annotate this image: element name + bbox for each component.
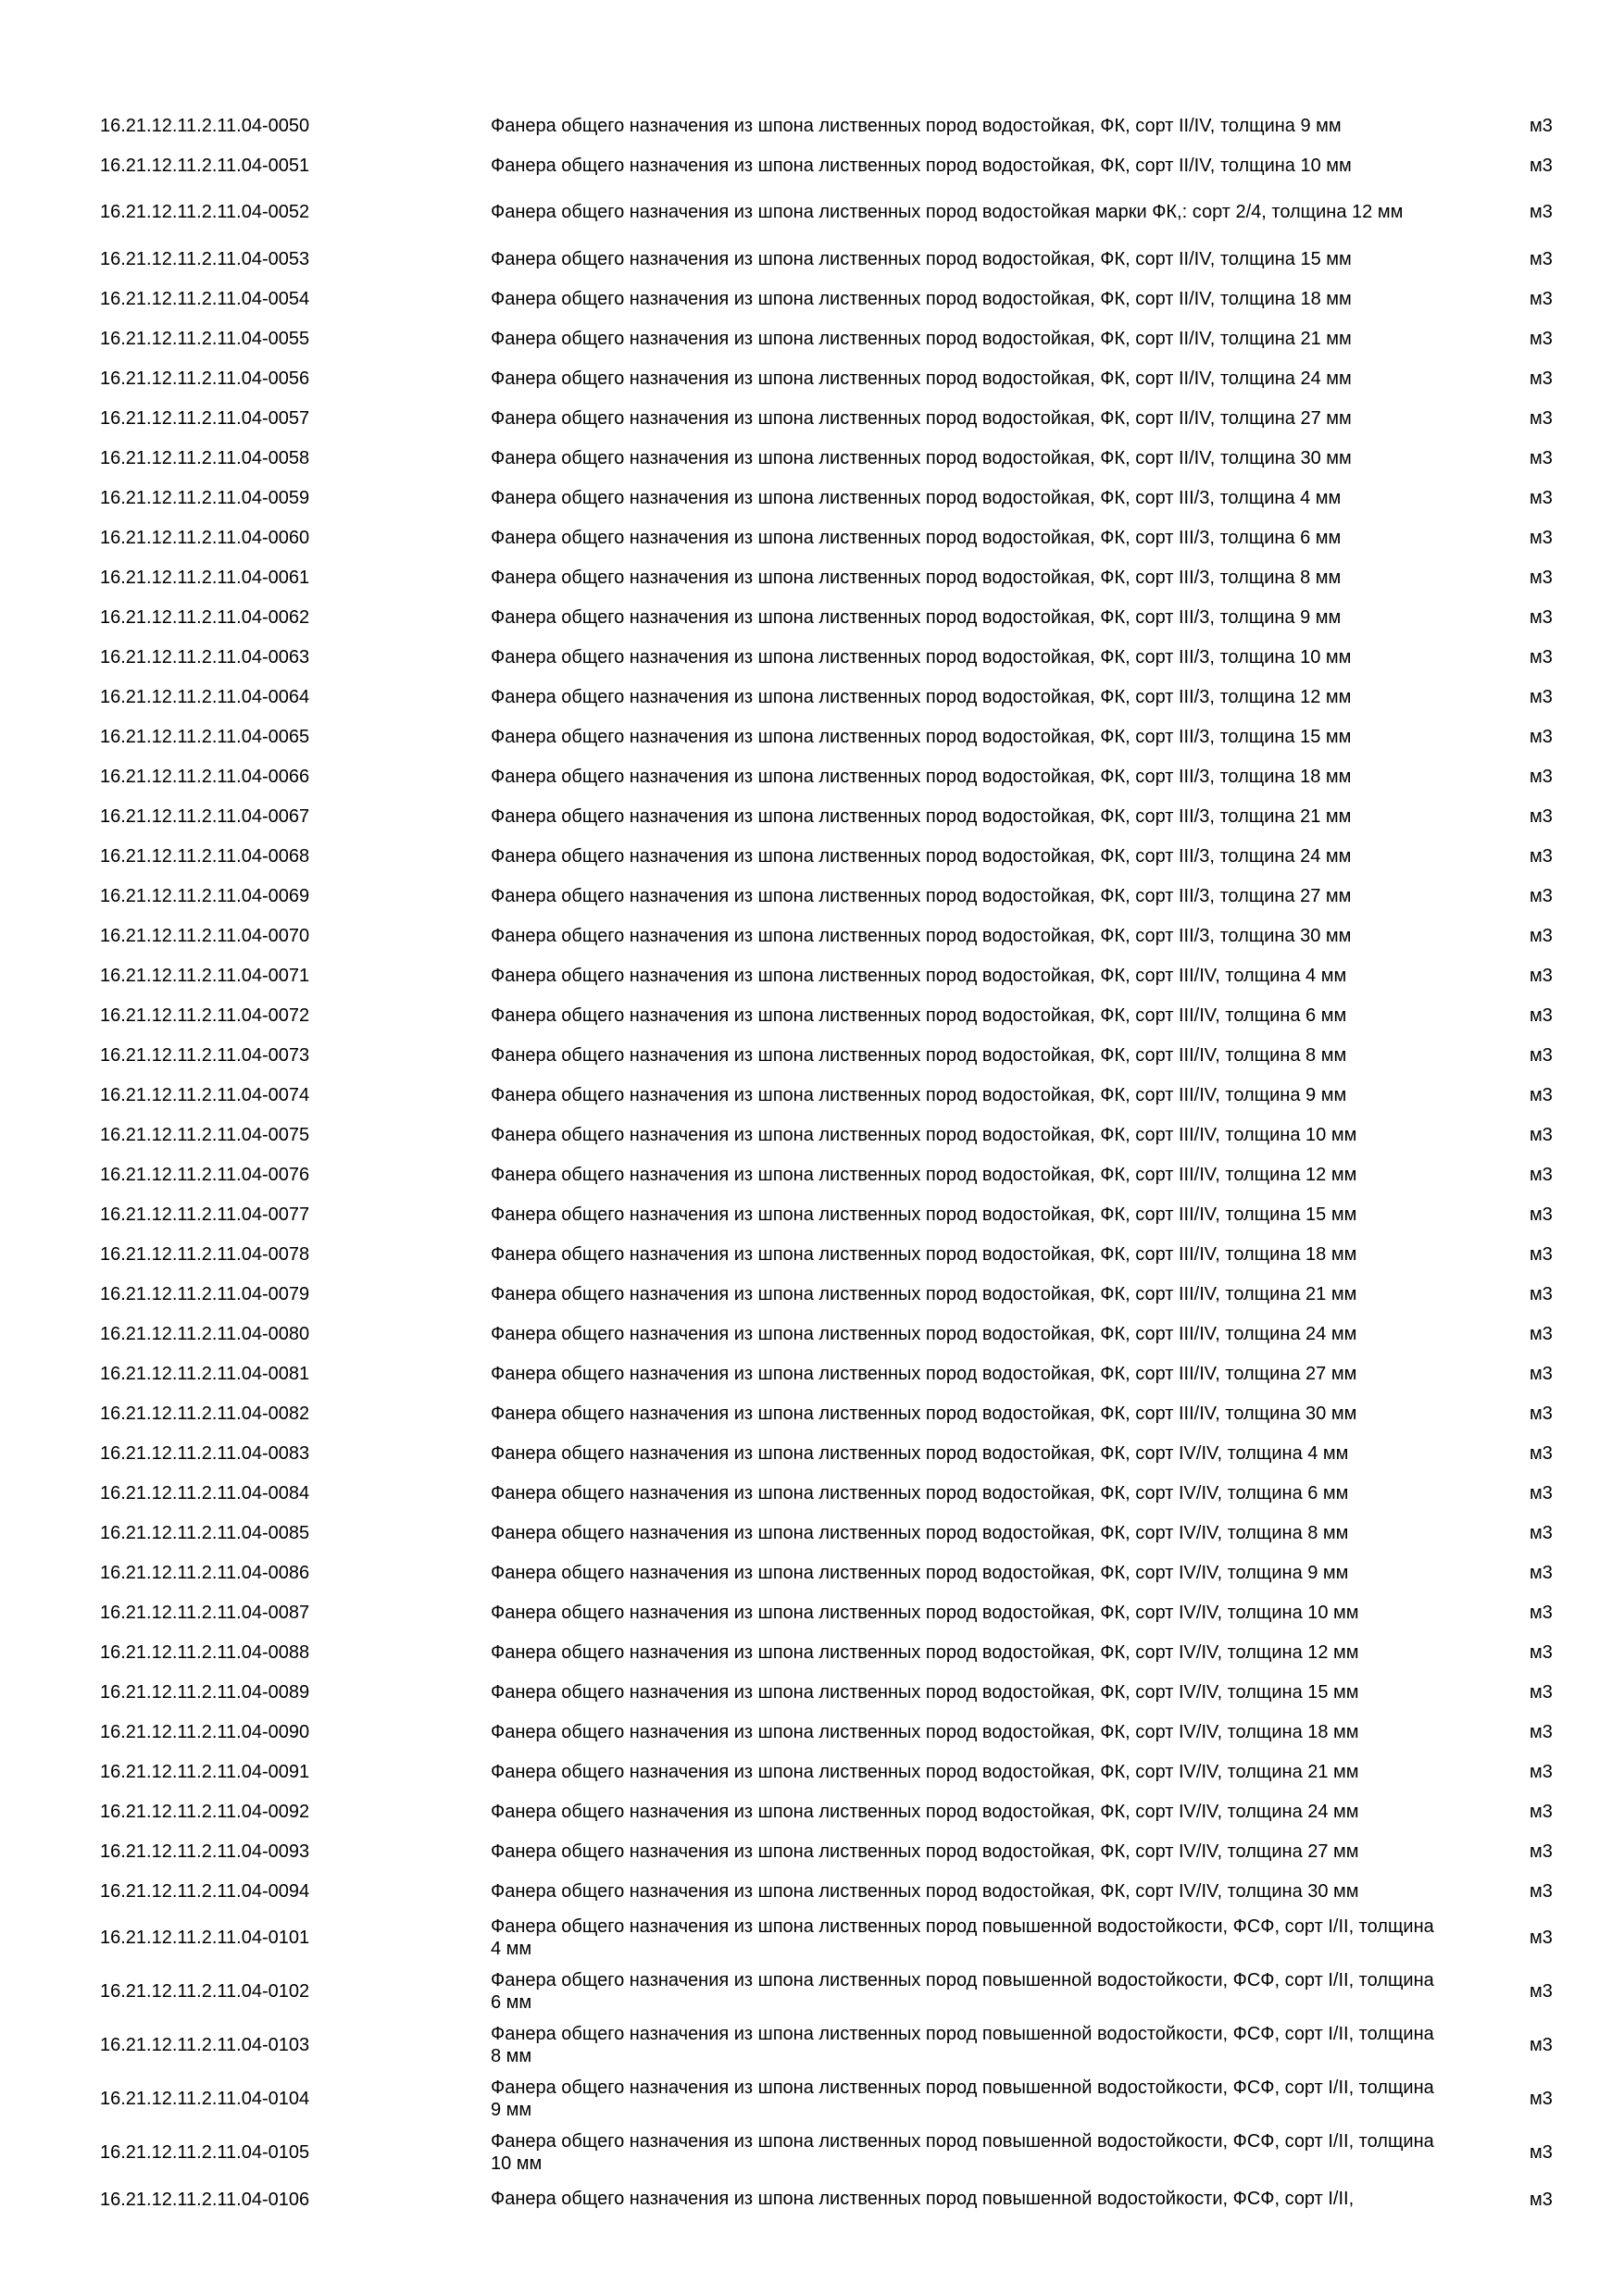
row-name: Фанера общего назначения из шпона лиственных пород водостойкая, ФК, сорт III/3, толщина 8 мм bbox=[491, 567, 1342, 588]
row-unit: м3 bbox=[1530, 368, 1553, 389]
row-name: Фанера общего назначения из шпона лиственных пород водостойкая, ФК, сорт III/IV, толщина 12 мм bbox=[491, 1164, 1357, 1185]
row-unit: м3 bbox=[1530, 1602, 1553, 1623]
table-row bbox=[0, 1194, 1624, 1234]
row-name: Фанера общего назначения из шпона лиственных пород водостойкая марки ФК,: сорт 2/4, толщина 12 мм bbox=[491, 202, 1404, 222]
row-name: Фанера общего назначения из шпона лиственных пород водостойкая, ФК, сорт IV/IV, толщина 12 мм bbox=[491, 1641, 1359, 1663]
row-unit: м3 bbox=[1530, 1084, 1553, 1105]
row-unit: м3 bbox=[1530, 155, 1553, 176]
row-code: 16.21.12.11.2.11.04-0105 bbox=[100, 2142, 310, 2163]
row-code: 16.21.12.11.2.11.04-0086 bbox=[100, 1562, 310, 1583]
row-unit: м3 bbox=[1530, 1721, 1553, 1742]
table-row bbox=[0, 1965, 1624, 2018]
table-row bbox=[0, 796, 1624, 836]
table-row bbox=[0, 557, 1624, 597]
row-name: Фанера общего назначения из шпона лиственных пород водостойкая, ФК, сорт III/IV, толщина 15 мм bbox=[491, 1204, 1357, 1225]
row-code: 16.21.12.11.2.11.04-0091 bbox=[100, 1761, 310, 1782]
row-name: Фанера общего назначения из шпона лиственных пород водостойкая, ФК, сорт II/IV, толщина 24 мм bbox=[491, 368, 1352, 389]
table-row bbox=[0, 1831, 1624, 1871]
row-code: 16.21.12.11.2.11.04-0060 bbox=[100, 527, 310, 548]
row-name: Фанера общего назначения из шпона лиственных пород водостойкая, ФК, сорт IV/IV, толщина 30 мм bbox=[491, 1880, 1359, 1902]
row-code: 16.21.12.11.2.11.04-0084 bbox=[100, 1482, 310, 1504]
table-row bbox=[0, 1553, 1624, 1592]
table-row bbox=[0, 916, 1624, 955]
row-unit: м3 bbox=[1530, 1204, 1553, 1225]
row-name: Фанера общего назначения из шпона лиственных пород водостойкая, ФК, сорт III/IV, толщина 9 мм bbox=[491, 1084, 1347, 1105]
table-row bbox=[0, 358, 1624, 398]
row-name: Фанера общего назначения из шпона лиственных пород повышенной водостойкости, ФСФ, сорт I/II, толщина 6 мм bbox=[491, 1970, 1434, 2013]
row-name: Фанера общего назначения из шпона лиственных пород водостойкая, ФК, сорт III/3, толщина 21 мм bbox=[491, 805, 1352, 827]
table-row bbox=[0, 1871, 1624, 1911]
table-row bbox=[0, 185, 1624, 239]
row-unit: м3 bbox=[1530, 845, 1553, 867]
table-row bbox=[0, 1791, 1624, 1831]
row-name: Фанера общего назначения из шпона лиственных пород повышенной водостойкости, ФСФ, сорт I/II, толщина 4 мм bbox=[491, 1916, 1434, 1959]
table-row bbox=[0, 1154, 1624, 1194]
row-name: Фанера общего назначения из шпона лиственных пород водостойкая, ФК, сорт IV/IV, толщина 9 мм bbox=[491, 1562, 1349, 1583]
row-code: 16.21.12.11.2.11.04-0055 bbox=[100, 328, 310, 349]
row-name: Фанера общего назначения из шпона лиственных пород повышенной водостойкости, ФСФ, сорт I/II, толщина 10 мм bbox=[491, 2131, 1434, 2174]
row-code: 16.21.12.11.2.11.04-0079 bbox=[100, 1283, 310, 1304]
row-name: Фанера общего назначения из шпона лиственных пород водостойкая, ФК, сорт III/3, толщина 4 мм bbox=[491, 487, 1342, 508]
row-name: Фанера общего назначения из шпона лиственных пород водостойкая, ФК, сорт III/IV, толщина 10 мм bbox=[491, 1124, 1357, 1145]
row-unit: м3 bbox=[1530, 1403, 1553, 1424]
row-code: 16.21.12.11.2.11.04-0080 bbox=[100, 1323, 310, 1344]
table-row bbox=[0, 1274, 1624, 1314]
table-row bbox=[0, 145, 1624, 185]
table-row bbox=[0, 677, 1624, 717]
row-unit: м3 bbox=[1530, 1004, 1553, 1026]
row-code: 16.21.12.11.2.11.04-0071 bbox=[100, 965, 310, 986]
row-code: 16.21.12.11.2.11.04-0066 bbox=[100, 766, 310, 787]
row-unit: м3 bbox=[1530, 686, 1553, 707]
table-row bbox=[0, 1752, 1624, 1791]
row-code: 16.21.12.11.2.11.04-0092 bbox=[100, 1801, 310, 1822]
table-row bbox=[0, 1234, 1624, 1274]
table-row bbox=[0, 756, 1624, 796]
table-row bbox=[0, 955, 1624, 995]
row-unit: м3 bbox=[1530, 328, 1553, 349]
table-row bbox=[0, 1672, 1624, 1712]
row-code: 16.21.12.11.2.11.04-0064 bbox=[100, 686, 310, 707]
row-unit: м3 bbox=[1530, 1124, 1553, 1145]
row-name: Фанера общего назначения из шпона лиственных пород водостойкая, ФК, сорт IV/IV, толщина 24 мм bbox=[491, 1801, 1359, 1822]
row-name: Фанера общего назначения из шпона лиственных пород повышенной водостойкости, ФСФ, сорт I/II, толщина 8 мм bbox=[491, 2024, 1434, 2066]
row-unit: м3 bbox=[1530, 766, 1553, 787]
row-name: Фанера общего назначения из шпона лиственных пород водостойкая, ФК, сорт IV/IV, толщина 27 мм bbox=[491, 1841, 1359, 1862]
table-row bbox=[0, 1035, 1624, 1075]
row-name: Фанера общего назначения из шпона лиственных пород водостойкая, ФК, сорт III/3, толщина 30 мм bbox=[491, 925, 1352, 946]
row-unit: м3 bbox=[1530, 527, 1553, 548]
table-row bbox=[0, 2018, 1624, 2072]
row-unit: м3 bbox=[1530, 202, 1553, 222]
row-name: Фанера общего назначения из шпона лиственных пород водостойкая, ФК, сорт II/IV, толщина 9 мм bbox=[491, 115, 1342, 136]
row-name: Фанера общего назначения из шпона лиственных пород водостойкая, ФК, сорт II/IV, толщина 10 мм bbox=[491, 155, 1352, 176]
table-row bbox=[0, 239, 1624, 279]
row-name: Фанера общего назначения из шпона лиственных пород водостойкая, ФК, сорт IV/IV, толщина 6 мм bbox=[491, 1482, 1349, 1504]
row-name: Фанера общего назначения из шпона лиственных пород водостойкая, ФК, сорт IV/IV, толщина 15 мм bbox=[491, 1681, 1359, 1703]
row-code: 16.21.12.11.2.11.04-0085 bbox=[100, 1522, 310, 1543]
table-row bbox=[0, 637, 1624, 677]
row-name: Фанера общего назначения из шпона лиственных пород повышенной водостойкости, ФСФ, сорт I/II, толщина 9 мм bbox=[491, 2078, 1434, 2120]
row-name: Фанера общего назначения из шпона лиственных пород повышенной водостойкости, ФСФ, сорт I/II, bbox=[491, 2189, 1355, 2209]
row-unit: м3 bbox=[1530, 1562, 1553, 1583]
row-unit: м3 bbox=[1530, 567, 1553, 588]
row-unit: м3 bbox=[1530, 2142, 1553, 2163]
table-row bbox=[0, 318, 1624, 358]
table-row bbox=[0, 1314, 1624, 1354]
row-unit: м3 bbox=[1530, 407, 1553, 429]
row-code: 16.21.12.11.2.11.04-0087 bbox=[100, 1602, 310, 1623]
row-name: Фанера общего назначения из шпона лиственных пород водостойкая, ФК, сорт III/IV, толщина 6 мм bbox=[491, 1004, 1347, 1026]
row-unit: м3 bbox=[1530, 1044, 1553, 1066]
row-name: Фанера общего назначения из шпона лиственных пород водостойкая, ФК, сорт III/IV, толщина 18 мм bbox=[491, 1243, 1357, 1265]
row-code: 16.21.12.11.2.11.04-0074 bbox=[100, 1084, 310, 1105]
row-unit: м3 bbox=[1530, 885, 1553, 906]
row-code: 16.21.12.11.2.11.04-0069 bbox=[100, 885, 310, 906]
table-row bbox=[0, 478, 1624, 518]
table-row bbox=[0, 1513, 1624, 1553]
row-unit: м3 bbox=[1530, 726, 1553, 747]
table-row bbox=[0, 1592, 1624, 1632]
row-unit: м3 bbox=[1530, 115, 1553, 136]
row-unit: м3 bbox=[1530, 925, 1553, 946]
row-name: Фанера общего назначения из шпона лиственных пород водостойкая, ФК, сорт III/3, толщина 15 мм bbox=[491, 726, 1352, 747]
table-row bbox=[0, 106, 1624, 145]
table-row bbox=[0, 1632, 1624, 1672]
row-unit: м3 bbox=[1530, 1761, 1553, 1782]
table-row bbox=[0, 398, 1624, 438]
row-code: 16.21.12.11.2.11.04-0062 bbox=[100, 606, 310, 628]
row-code: 16.21.12.11.2.11.04-0057 bbox=[100, 407, 310, 429]
row-unit: м3 bbox=[1530, 1641, 1553, 1663]
table-row bbox=[0, 2126, 1624, 2179]
row-name: Фанера общего назначения из шпона лиственных пород водостойкая, ФК, сорт IV/IV, толщина 10 мм bbox=[491, 1602, 1359, 1623]
price-list-table bbox=[0, 106, 1624, 2219]
row-code: 16.21.12.11.2.11.04-0088 bbox=[100, 1641, 310, 1663]
row-code: 16.21.12.11.2.11.04-0077 bbox=[100, 1204, 310, 1225]
row-code: 16.21.12.11.2.11.04-0106 bbox=[100, 2189, 310, 2210]
row-code: 16.21.12.11.2.11.04-0050 bbox=[100, 115, 310, 136]
row-unit: м3 bbox=[1530, 2089, 1553, 2109]
table-row bbox=[0, 836, 1624, 876]
row-unit: м3 bbox=[1530, 1482, 1553, 1504]
row-unit: м3 bbox=[1530, 965, 1553, 986]
row-unit: м3 bbox=[1530, 447, 1553, 468]
table-row bbox=[0, 1911, 1624, 1965]
row-name: Фанера общего назначения из шпона лиственных пород водостойкая, ФК, сорт II/IV, толщина 30 мм bbox=[491, 447, 1352, 468]
row-unit: м3 bbox=[1530, 248, 1553, 269]
row-code: 16.21.12.11.2.11.04-0104 bbox=[100, 2089, 310, 2109]
row-unit: м3 bbox=[1530, 1442, 1553, 1464]
row-unit: м3 bbox=[1530, 1522, 1553, 1543]
row-code: 16.21.12.11.2.11.04-0061 bbox=[100, 567, 310, 588]
row-name: Фанера общего назначения из шпона лиственных пород водостойкая, ФК, сорт IV/IV, толщина 8 мм bbox=[491, 1522, 1349, 1543]
row-unit: м3 bbox=[1530, 1323, 1553, 1344]
row-code: 16.21.12.11.2.11.04-0063 bbox=[100, 646, 310, 668]
row-name: Фанера общего назначения из шпона лиственных пород водостойкая, ФК, сорт III/3, толщина 12 мм bbox=[491, 686, 1352, 707]
row-name: Фанера общего назначения из шпона лиственных пород водостойкая, ФК, сорт III/IV, толщина 4 мм bbox=[491, 965, 1347, 986]
row-code: 16.21.12.11.2.11.04-0056 bbox=[100, 368, 310, 389]
row-code: 16.21.12.11.2.11.04-0102 bbox=[100, 1981, 310, 2002]
table-row bbox=[0, 1712, 1624, 1752]
row-code: 16.21.12.11.2.11.04-0078 bbox=[100, 1243, 310, 1265]
table-row bbox=[0, 279, 1624, 318]
row-code: 16.21.12.11.2.11.04-0059 bbox=[100, 487, 310, 508]
row-unit: м3 bbox=[1530, 1283, 1553, 1304]
row-code: 16.21.12.11.2.11.04-0103 bbox=[100, 2035, 310, 2055]
row-name: Фанера общего назначения из шпона лиственных пород водостойкая, ФК, сорт III/3, толщина 9 мм bbox=[491, 606, 1342, 628]
table-row bbox=[0, 2072, 1624, 2126]
row-name: Фанера общего назначения из шпона лиственных пород водостойкая, ФК, сорт III/IV, толщина 30 мм bbox=[491, 1403, 1357, 1424]
row-name: Фанера общего назначения из шпона лиственных пород водостойкая, ФК, сорт III/IV, толщина 8 мм bbox=[491, 1044, 1347, 1066]
row-code: 16.21.12.11.2.11.04-0052 bbox=[100, 202, 310, 222]
row-name: Фанера общего назначения из шпона лиственных пород водостойкая, ФК, сорт III/3, толщина 10 мм bbox=[491, 646, 1352, 668]
row-unit: м3 bbox=[1530, 288, 1553, 309]
row-unit: м3 bbox=[1530, 1681, 1553, 1703]
row-unit: м3 bbox=[1530, 1164, 1553, 1185]
row-code: 16.21.12.11.2.11.04-0054 bbox=[100, 288, 310, 309]
row-name: Фанера общего назначения из шпона лиственных пород водостойкая, ФК, сорт III/3, толщина 6 мм bbox=[491, 527, 1342, 548]
row-name: Фанера общего назначения из шпона лиственных пород водостойкая, ФК, сорт II/IV, толщина 21 мм bbox=[491, 328, 1352, 349]
row-unit: м3 bbox=[1530, 1243, 1553, 1265]
row-name: Фанера общего назначения из шпона лиственных пород водостойкая, ФК, сорт III/3, толщина 24 мм bbox=[491, 845, 1352, 867]
row-code: 16.21.12.11.2.11.04-0101 bbox=[100, 1928, 310, 1948]
row-code: 16.21.12.11.2.11.04-0072 bbox=[100, 1004, 310, 1026]
row-code: 16.21.12.11.2.11.04-0073 bbox=[100, 1044, 310, 1066]
table-row bbox=[0, 995, 1624, 1035]
row-code: 16.21.12.11.2.11.04-0065 bbox=[100, 726, 310, 747]
row-unit: м3 bbox=[1530, 1363, 1553, 1384]
row-unit: м3 bbox=[1530, 2189, 1553, 2210]
row-code: 16.21.12.11.2.11.04-0058 bbox=[100, 447, 310, 468]
table-row bbox=[0, 2179, 1624, 2219]
row-unit: м3 bbox=[1530, 1801, 1553, 1822]
row-unit: м3 bbox=[1530, 606, 1553, 628]
row-name: Фанера общего назначения из шпона лиственных пород водостойкая, ФК, сорт IV/IV, толщина 18 мм bbox=[491, 1721, 1359, 1742]
row-name: Фанера общего назначения из шпона лиственных пород водостойкая, ФК, сорт III/IV, толщина 21 мм bbox=[491, 1283, 1357, 1304]
table-row bbox=[0, 1075, 1624, 1115]
table-row bbox=[0, 1473, 1624, 1513]
row-name: Фанера общего назначения из шпона лиственных пород водостойкая, ФК, сорт II/IV, толщина 18 мм bbox=[491, 288, 1352, 309]
row-code: 16.21.12.11.2.11.04-0089 bbox=[100, 1681, 310, 1703]
row-unit: м3 bbox=[1530, 2035, 1553, 2055]
table-row bbox=[0, 438, 1624, 478]
table-row bbox=[0, 1393, 1624, 1433]
table-row bbox=[0, 717, 1624, 756]
table-row bbox=[0, 1433, 1624, 1473]
row-name: Фанера общего назначения из шпона лиственных пород водостойкая, ФК, сорт III/3, толщина 18 мм bbox=[491, 766, 1352, 787]
row-name: Фанера общего назначения из шпона лиственных пород водостойкая, ФК, сорт III/IV, толщина 27 мм bbox=[491, 1363, 1357, 1384]
table-row bbox=[0, 1115, 1624, 1154]
row-code: 16.21.12.11.2.11.04-0093 bbox=[100, 1841, 310, 1862]
row-code: 16.21.12.11.2.11.04-0081 bbox=[100, 1363, 310, 1384]
row-unit: м3 bbox=[1530, 1981, 1553, 2002]
row-unit: м3 bbox=[1530, 1841, 1553, 1862]
row-name: Фанера общего назначения из шпона лиственных пород водостойкая, ФК, сорт IV/IV, толщина 21 мм bbox=[491, 1761, 1359, 1782]
row-code: 16.21.12.11.2.11.04-0083 bbox=[100, 1442, 310, 1464]
row-name: Фанера общего назначения из шпона лиственных пород водостойкая, ФК, сорт III/3, толщина 27 мм bbox=[491, 885, 1352, 906]
row-name: Фанера общего назначения из шпона лиственных пород водостойкая, ФК, сорт II/IV, толщина 27 мм bbox=[491, 407, 1352, 429]
table-row bbox=[0, 518, 1624, 557]
row-code: 16.21.12.11.2.11.04-0090 bbox=[100, 1721, 310, 1742]
row-unit: м3 bbox=[1530, 487, 1553, 508]
row-unit: м3 bbox=[1530, 805, 1553, 827]
row-unit: м3 bbox=[1530, 646, 1553, 668]
row-name: Фанера общего назначения из шпона лиственных пород водостойкая, ФК, сорт II/IV, толщина 15 мм bbox=[491, 248, 1352, 269]
row-code: 16.21.12.11.2.11.04-0068 bbox=[100, 845, 310, 867]
row-code: 16.21.12.11.2.11.04-0075 bbox=[100, 1124, 310, 1145]
row-code: 16.21.12.11.2.11.04-0070 bbox=[100, 925, 310, 946]
row-code: 16.21.12.11.2.11.04-0076 bbox=[100, 1164, 310, 1185]
table-row bbox=[0, 1354, 1624, 1393]
row-code: 16.21.12.11.2.11.04-0053 bbox=[100, 248, 310, 269]
table-row bbox=[0, 597, 1624, 637]
row-code: 16.21.12.11.2.11.04-0094 bbox=[100, 1880, 310, 1902]
row-code: 16.21.12.11.2.11.04-0051 bbox=[100, 155, 310, 176]
row-unit: м3 bbox=[1530, 1928, 1553, 1948]
row-name: Фанера общего назначения из шпона лиственных пород водостойкая, ФК, сорт IV/IV, толщина 4 мм bbox=[491, 1442, 1349, 1464]
row-unit: м3 bbox=[1530, 1880, 1553, 1902]
table-row bbox=[0, 876, 1624, 916]
row-code: 16.21.12.11.2.11.04-0067 bbox=[100, 805, 310, 827]
row-code: 16.21.12.11.2.11.04-0082 bbox=[100, 1403, 310, 1424]
row-name: Фанера общего назначения из шпона лиственных пород водостойкая, ФК, сорт III/IV, толщина 24 мм bbox=[491, 1323, 1357, 1344]
